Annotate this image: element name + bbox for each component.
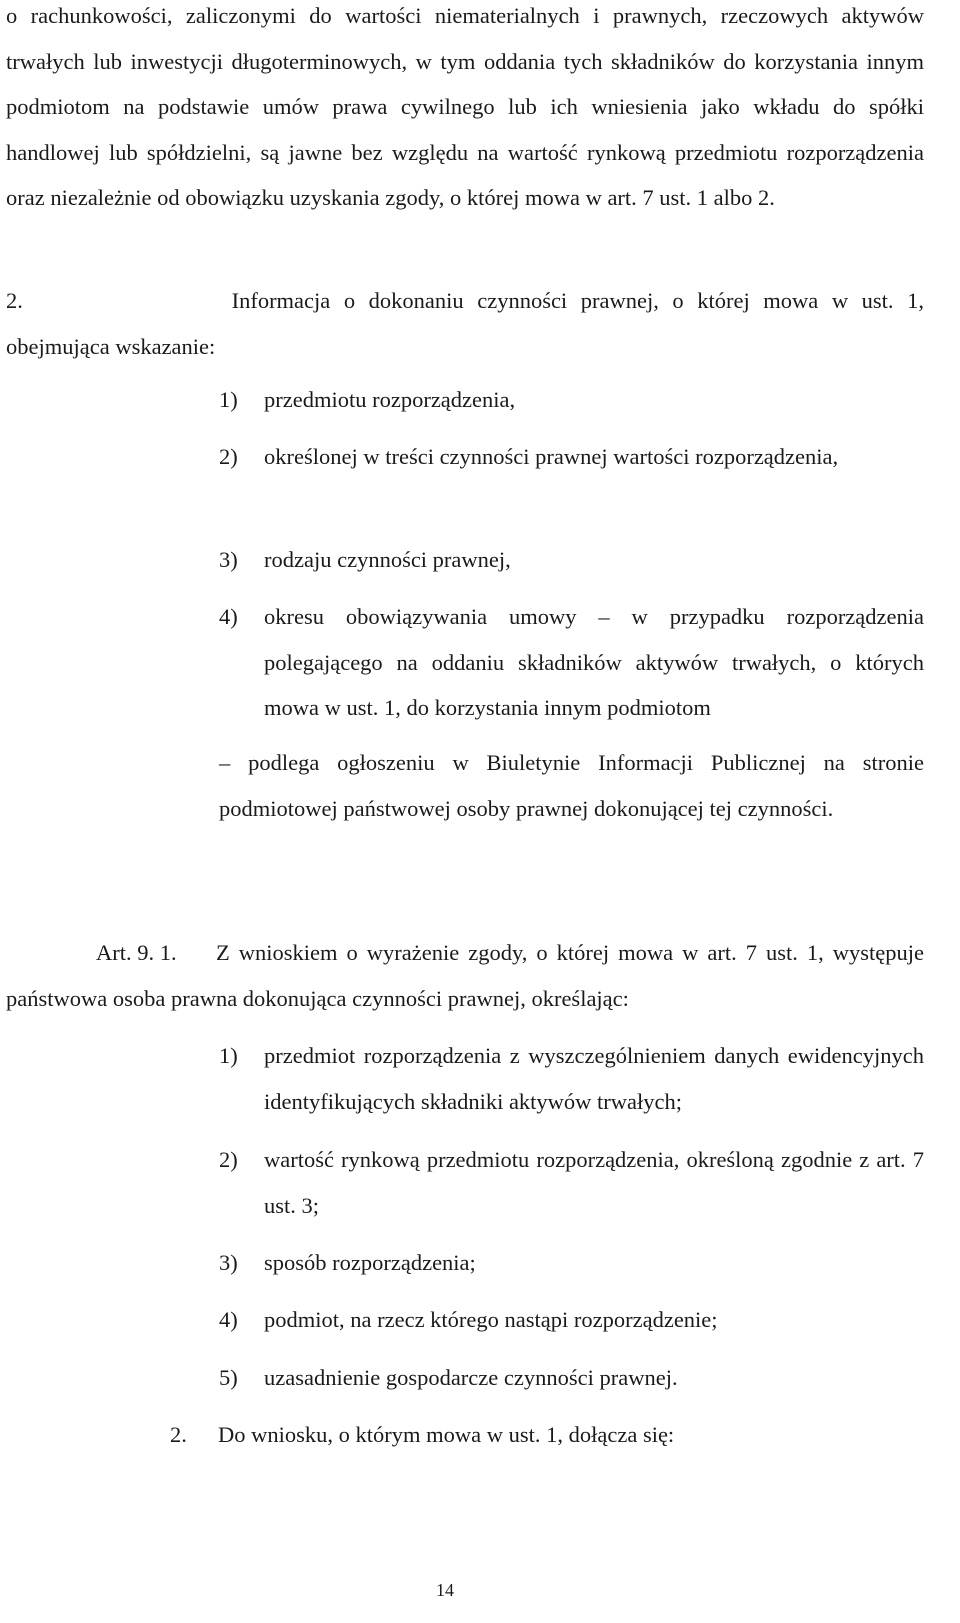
art9-item-5	[219, 1355, 924, 1401]
art9-item-3	[219, 1240, 924, 1286]
ust2-item-2	[219, 434, 924, 480]
item-number: 2)	[219, 444, 238, 469]
item-number: 3)	[219, 1250, 238, 1275]
item-number: 2)	[219, 1147, 238, 1172]
item-text: przedmiotu rozporządzenia,	[264, 387, 516, 412]
art9-number: Art. 9. 1.	[96, 940, 177, 965]
item-number: 1)	[219, 1043, 238, 1068]
ust2-item-1	[219, 377, 924, 423]
ust2-text: Informacja o dokonaniu czynności prawnej, o której mowa w ust. 1, obejmująca wskazanie:	[6, 288, 924, 359]
item-text: podmiot, na rzecz którego nastąpi rozporządzenie;	[264, 1307, 718, 1332]
item-number: 3)	[219, 547, 238, 572]
art9-ust2-paragraph	[170, 1412, 924, 1458]
ust2-item-3	[219, 537, 924, 583]
item-number: 1)	[219, 387, 238, 412]
item-text: rodzaju czynności prawnej,	[264, 547, 511, 572]
item-text: sposób rozporządzenia;	[264, 1250, 476, 1275]
item-text: określonej w treści czynności prawnej wartości rozporządzenia,	[264, 444, 839, 469]
art9-item-2	[219, 1137, 924, 1228]
art9-paragraph	[6, 930, 924, 1021]
item-text: przedmiot rozporządzenia z wyszczególnieniem danych ewidencyjnych identyfikujących składniki aktywów trwałych;	[264, 1043, 924, 1114]
item-text: wartość rynkową przedmiotu rozporządzenia, określoną zgodnie z art. 7 ust. 3;	[264, 1147, 924, 1218]
intro-paragraph: o rachunkowości, zaliczonymi do wartości niematerialnych i prawnych, rzeczowych aktywów trwałych lub inwestycji długoterminowych, w tym oddania tych składników do korzystania innym podmiotom na podstawie umów prawa cywilnego lub ich wniesienia jako wkładu do spółki handlowej lub spółdzielni, są jawne bez względu na wartość rynkową przedmiotu rozporządzenia oraz niezależnie od obowiązku uzyskania zgody, o której mowa w art. 7 ust. 1 albo 2.	[6, 3, 924, 210]
ust2-number: 2.	[6, 288, 23, 313]
page-number: 14	[436, 1580, 454, 1600]
art9-item-4	[219, 1297, 924, 1343]
item-text: uzasadnienie gospodarcze czynności prawnej.	[264, 1365, 678, 1390]
ust2-item-4	[219, 594, 924, 731]
item-text: okresu obowiązywania umowy – w przypadku rozporządzenia polegającego na oddaniu składników aktywów trwałych, o których mowa w ust. 1, do korzystania innym podmiotom	[264, 604, 924, 720]
art9-ust2-text: Do wniosku, o którym mowa w ust. 1, dołącza się:	[218, 1422, 675, 1447]
item-number: 4)	[219, 1307, 238, 1332]
art9-text: Z wnioskiem o wyrażenie zgody, o której mowa w art. 7 ust. 1, występuje państwowa osoba prawna dokonująca czynności prawnej, określając:	[6, 940, 924, 1011]
item-number: 5)	[219, 1365, 238, 1390]
ust2-paragraph	[6, 278, 924, 369]
art9-ust2-number: 2.	[170, 1422, 187, 1447]
art9-item-1	[219, 1033, 924, 1124]
item-number: 4)	[219, 604, 238, 629]
ust2-closing: – podlega ogłoszeniu w Biuletynie Informacji Publicznej na stronie podmiotowej państwowej osoby prawnej dokonującej tej czynności.	[219, 750, 924, 821]
